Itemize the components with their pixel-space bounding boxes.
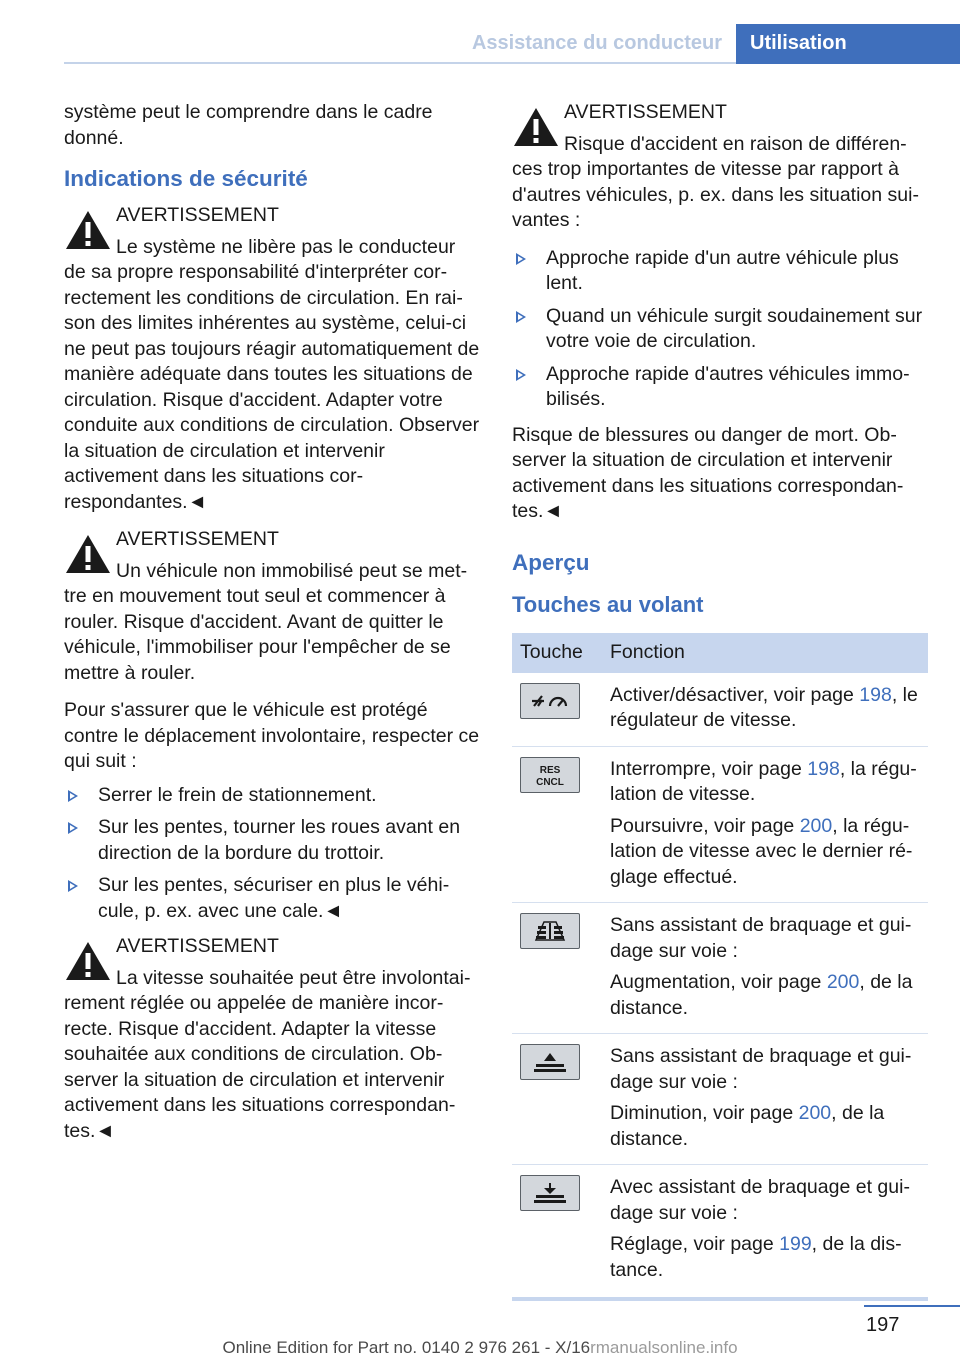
warning-conclusion: Risque de blessures ou danger de mort. Observer la situation de circulation et intervenir activement dans les situations correspondantes.◄ bbox=[512, 423, 904, 522]
res-cncl-key-icon bbox=[520, 757, 580, 793]
warning-icon bbox=[512, 106, 560, 148]
warning-title: AVERTISSEMENT bbox=[116, 528, 279, 550]
warning-icon bbox=[64, 940, 112, 982]
list-item: Approche rapide d'un autre véhicule plus lent. bbox=[512, 246, 928, 297]
intro-paragraph: système peut le comprendre dans le cadre donné. bbox=[64, 101, 433, 149]
warning-text: La vitesse souhaitée peut être involontairement réglée ou appelée de manière incorrecte. Risque d'accident. Adapter la vitesse souhaitée aux conditions de circulation. Observer la situation de circulation et intervenir activement dans les situations correspondantes.◄ bbox=[64, 966, 471, 1142]
bullet-triangle-icon bbox=[516, 253, 526, 265]
column-header-fonction: Fonction bbox=[602, 633, 928, 673]
header-section-title: Assistance du conducteur bbox=[471, 32, 722, 54]
distance-increase-key-icon bbox=[520, 913, 580, 949]
function-text: Augmentation, voir page 200, de la distance. bbox=[610, 971, 913, 1019]
distance-setting-key-icon bbox=[520, 1175, 580, 1211]
warning-text: Risque d'accident en raison de différences trop importantes de vitesse par rapport à d'autres véhicules, p. ex. dans les situation suivantes : bbox=[512, 132, 919, 231]
bullet-triangle-icon bbox=[516, 311, 526, 323]
left-column bbox=[64, 100, 480, 1156]
warning-title: AVERTISSEMENT bbox=[564, 101, 727, 123]
function-text: Réglage, voir page 199, de la distance. bbox=[610, 1233, 902, 1281]
page-link[interactable]: 200 bbox=[798, 1102, 832, 1124]
column-header-touche: Touche bbox=[512, 633, 602, 673]
overview-heading: Aperçu bbox=[512, 549, 590, 575]
steering-keys-table bbox=[512, 633, 928, 1302]
function-text: Activer/désactiver, voir page 198, le régulateur de vitesse. bbox=[610, 683, 918, 731]
page-link[interactable]: 200 bbox=[826, 971, 860, 993]
speedometer-icon bbox=[530, 690, 570, 712]
table-row bbox=[512, 746, 928, 903]
situation-list bbox=[512, 246, 928, 413]
warning-block bbox=[64, 934, 480, 1144]
function-text: Interrompre, voir page 198, la régulation de vitesse. bbox=[610, 757, 917, 805]
warning-text: Le système ne libère pas le conducteur de sa propre responsabilité d'interpréter correctement les conditions de circulation. En raison des limites inhérentes au système, celui-ci ne peut pas toujours réagir automatiquement de manière adéquate dans toutes les situations de circulation. Risque d'accident. Adapter votre conduite aux conditions de circulation. Observer la situation de circulation et intervenir activement dans les situations correspondantes.◄ bbox=[64, 235, 480, 513]
function-text: Diminution, voir page 200, de la distance. bbox=[610, 1102, 885, 1150]
steering-keys-heading: Touches au volant bbox=[512, 591, 704, 617]
bullet-triangle-icon bbox=[68, 790, 78, 802]
function-text: Poursuivre, voir page 200, la régulation de vitesse avec le dernier réglage effectué. bbox=[610, 814, 913, 888]
list-item: Serrer le frein de stationnement. bbox=[64, 783, 480, 809]
function-text: Avec assistant de braquage et guidage sur voie : bbox=[610, 1176, 910, 1224]
svg-text:RES: RES bbox=[539, 764, 561, 776]
table-row bbox=[512, 673, 928, 747]
bullet-triangle-icon bbox=[68, 880, 78, 892]
table-row bbox=[512, 1165, 928, 1300]
svg-text:CNCL: CNCL bbox=[536, 776, 564, 788]
table-row bbox=[512, 1034, 928, 1165]
safety-heading: Indications de sécurité bbox=[64, 166, 308, 191]
precaution-paragraph: Pour s'assurer que le véhicule est protégé contre le déplacement involontaire, respecter ce qui suit : bbox=[64, 699, 480, 772]
footer-edition: Online Edition for Part no. 0140 2 976 261 - X/16rmanualsonline.info bbox=[222, 1338, 738, 1357]
bullet-triangle-icon bbox=[68, 822, 78, 834]
warning-block bbox=[64, 203, 480, 515]
list-item: Sur les pentes, tourner les roues avant en direction de la bordure du trottoir. bbox=[64, 815, 480, 866]
warning-text: Un véhicule non immobilisé peut se mettre en mouvement tout seul et commencer à rouler. Risque d'accident. Avant de quitter le véhicule, l'immobiliser pour l'empêcher de se mettre à rouler. bbox=[64, 559, 468, 684]
warning-icon bbox=[64, 209, 112, 251]
warning-icon bbox=[64, 533, 112, 575]
page-link[interactable]: 200 bbox=[799, 814, 833, 837]
page-link[interactable]: 198 bbox=[859, 683, 892, 706]
distance-decrease-key-icon bbox=[520, 1044, 580, 1080]
list-item: Approche rapide d'autres véhicules immobilisés. bbox=[512, 362, 928, 413]
warning-title: AVERTISSEMENT bbox=[116, 204, 279, 226]
list-item: Sur les pentes, sécuriser en plus le véhicule, p. ex. avec une cale.◄ bbox=[64, 873, 480, 924]
precaution-list bbox=[64, 783, 480, 925]
right-column bbox=[512, 100, 928, 1301]
cruise-onoff-key-icon bbox=[520, 683, 580, 719]
page-link[interactable]: 198 bbox=[807, 757, 840, 780]
table-header-row bbox=[512, 633, 928, 673]
header-chapter-tab: Utilisation bbox=[736, 24, 960, 64]
function-text: Sans assistant de braquage et guidage sur voie : bbox=[610, 914, 912, 962]
page-number: 197 bbox=[866, 1314, 900, 1336]
warning-block bbox=[512, 100, 928, 234]
bullet-triangle-icon bbox=[516, 369, 526, 381]
warning-title: AVERTISSEMENT bbox=[116, 935, 279, 957]
table-row bbox=[512, 903, 928, 1034]
page-link[interactable]: 199 bbox=[779, 1233, 812, 1255]
list-item: Quand un véhicule surgit soudainement sur votre voie de circulation. bbox=[512, 304, 928, 355]
function-text: Sans assistant de braquage et guidage sur voie : bbox=[610, 1045, 912, 1093]
footer-rule bbox=[864, 1305, 960, 1307]
watermark: rmanualsonline.info bbox=[590, 1338, 738, 1357]
warning-block bbox=[64, 527, 480, 686]
